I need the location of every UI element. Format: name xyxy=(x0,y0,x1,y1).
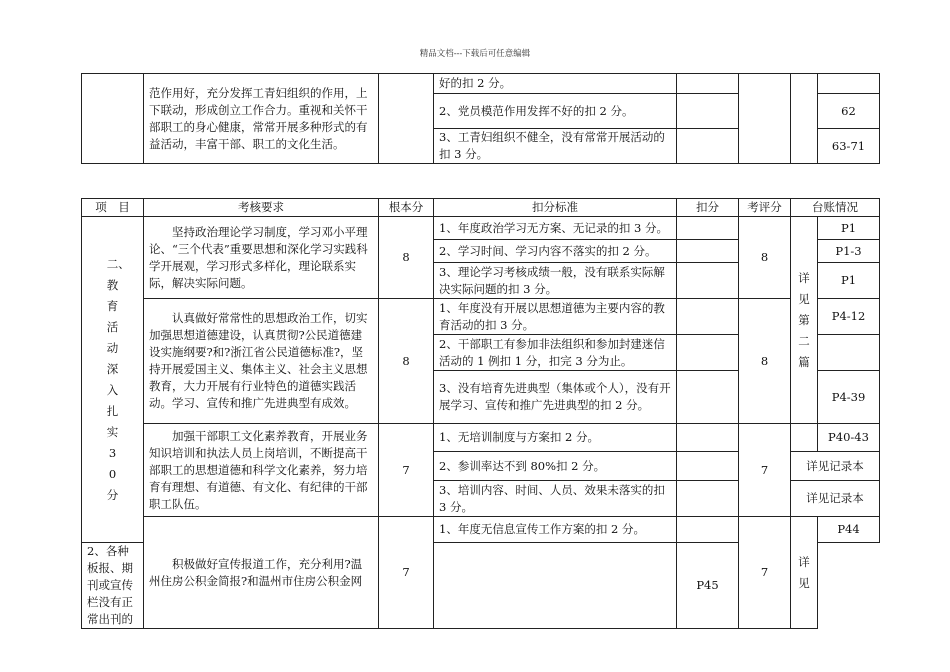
assessment-table xyxy=(81,198,880,629)
cont-requirement: 范作用好，充分发挥工青妇组织的作用，上下联动，形成创立工作合力。重视和关怀干部职工的身心健康，常常开展多种形式的有益活动，丰富干部、职工的文化生活。 xyxy=(144,74,379,164)
g3-standard-2: 2、参训率达不到 80%扣 2 分。 xyxy=(434,452,677,481)
g1-deduct-3 xyxy=(677,263,739,299)
g2-ledger-2 xyxy=(818,335,880,371)
g1-standard-2: 2、学习时间、学习内容不落实的扣 2 分。 xyxy=(434,240,677,263)
g3-deduct-1 xyxy=(677,424,739,452)
cont-item-cell xyxy=(82,74,144,164)
continued-table xyxy=(81,73,880,164)
g4-eval-score: 7 xyxy=(739,517,791,629)
col-header-evaluation: 考评分 xyxy=(739,199,791,217)
g1-ledger-1: P1 xyxy=(818,217,880,240)
g1-deduct-2 xyxy=(677,240,739,263)
cont-standard-2: 2、党员模范作用发挥不好的扣 2 分。 xyxy=(434,94,677,129)
g2-eval-score: 8 xyxy=(739,299,791,424)
cont-eval-cell xyxy=(739,74,791,164)
g4-standard-1: 1、年度无信息宣传工作方案的扣 2 分。 xyxy=(434,517,677,543)
cont-deduct-3 xyxy=(677,129,739,164)
cont-standard-3: 3、工青妇组织不健全，没有常常开展活动的扣 3 分。 xyxy=(434,129,677,164)
see-chapter-2-cell xyxy=(791,217,818,424)
g4-see-cell xyxy=(791,517,818,629)
g4-ledger-2: P45 xyxy=(677,543,739,629)
g3-requirement: 加强干部职工文化素养教育，开展业务知识培训和执法人员上岗培训，不断提高干部职工的思想道德和科学文化素养，努力培育有理想、有道德、有文化、有纪律的干部职工队伍。 xyxy=(144,424,379,517)
col-header-standard: 扣分标准 xyxy=(434,199,677,217)
see-chapter-2: 详见第二篇 xyxy=(798,270,810,369)
col-header-item: 项 目 xyxy=(82,199,144,217)
g4-ledger-1: P44 xyxy=(818,517,880,543)
g2-requirement: 认真做好常常性的思想政治工作，切实加强思想道德建设，认真贯彻?公民道德建设实施纲要?和?浙江省公民道德标准?，坚持开展爱国主义、集体主义、社会主义思想教育，大力开展有行业特色的道德实践活动。学习、宣传和推广先进典型有成效。 xyxy=(144,299,379,424)
cont-base-cell xyxy=(379,74,434,164)
cont-ledger-3: 63-71 xyxy=(818,129,880,164)
g3-deduct-3 xyxy=(677,481,739,517)
item-title: 二、教育活动深入扎实30分 xyxy=(106,256,130,502)
cont-deduct-2 xyxy=(677,94,739,129)
g2-base-score: 8 xyxy=(379,299,434,424)
g1-standard-3: 3、理论学习考核成绩一般，没有联系实际解决实际问题的扣 3 分。 xyxy=(434,263,677,299)
g3-standard-3: 3、培训内容、时间、人员、效果未落实的扣 3 分。 xyxy=(434,481,677,517)
col-header-ledger: 台账情况 xyxy=(791,199,880,217)
g2-deduct-2 xyxy=(677,335,739,371)
g4-see: 详见 xyxy=(798,554,810,590)
g3-deduct-2 xyxy=(677,452,739,481)
cont-standard-1: 好的扣 2 分。 xyxy=(434,74,677,94)
col-header-requirement: 考核要求 xyxy=(144,199,379,217)
g2-ledger-1: P4-12 xyxy=(818,299,880,335)
g2-deduct-1 xyxy=(677,299,739,335)
page-header: 精品文档---下载后可任意编辑 xyxy=(419,49,531,59)
cont-deduct-1 xyxy=(677,74,739,94)
g3-ledger-2: 详见记录本 xyxy=(791,452,880,481)
g4-deduct-2 xyxy=(434,543,677,629)
g3-see-cell xyxy=(791,424,818,452)
g1-ledger-3: P1 xyxy=(818,263,880,299)
g4-standard-2: 2、各种板报、期刊或宣传栏没有正常出刊的 xyxy=(82,543,144,629)
g2-standard-1: 1、年度没有开展以思想道德为主要内容的教育活动的扣 3 分。 xyxy=(434,299,677,335)
g1-ledger-2: P1-3 xyxy=(818,240,880,263)
g1-eval-score: 8 xyxy=(739,217,791,299)
cont-ledger-1 xyxy=(818,74,880,94)
g3-ledger-3: 详见记录本 xyxy=(791,481,880,517)
g1-requirement: 坚持政治理论学习制度，学习邓小平理论、“三个代表”重要思想和深化学习实践科学开展观，学习形式多样化，理论联系实际，解决实际问题。 xyxy=(144,217,379,299)
g4-deduct-1 xyxy=(677,517,739,543)
g3-base-score: 7 xyxy=(379,424,434,517)
g3-eval-score: 7 xyxy=(739,424,791,517)
g2-ledger-3: P4-39 xyxy=(818,371,880,424)
cont-see-cell xyxy=(791,74,818,164)
g2-standard-3: 3、没有培育先进典型（集体或个人），没有开展学习、宣传和推广先进典型的扣 2 分。 xyxy=(434,371,677,424)
g3-standard-1: 1、无培训制度与方案扣 2 分。 xyxy=(434,424,677,452)
g1-standard-1: 1、年度政治学习无方案、无记录的扣 3 分。 xyxy=(434,217,677,240)
g4-requirement: 积极做好宣传报道工作，充分利用?温州住房公积金简报?和温州市住房公积金网 xyxy=(144,517,379,629)
g2-deduct-3 xyxy=(677,371,739,424)
item-cell xyxy=(82,217,144,543)
g1-deduct-1 xyxy=(677,217,739,240)
g4-base-score: 7 xyxy=(379,517,434,629)
g3-ledger-1: P40-43 xyxy=(818,424,880,452)
g2-standard-2: 2、干部职工有参加非法组织和参加封建迷信活动的 1 例扣 1 分，扣完 3 分为止。 xyxy=(434,335,677,371)
g1-base-score: 8 xyxy=(379,217,434,299)
cont-ledger-2: 62 xyxy=(818,94,880,129)
col-header-deduction: 扣分 xyxy=(677,199,739,217)
col-header-base-score: 根本分 xyxy=(379,199,434,217)
